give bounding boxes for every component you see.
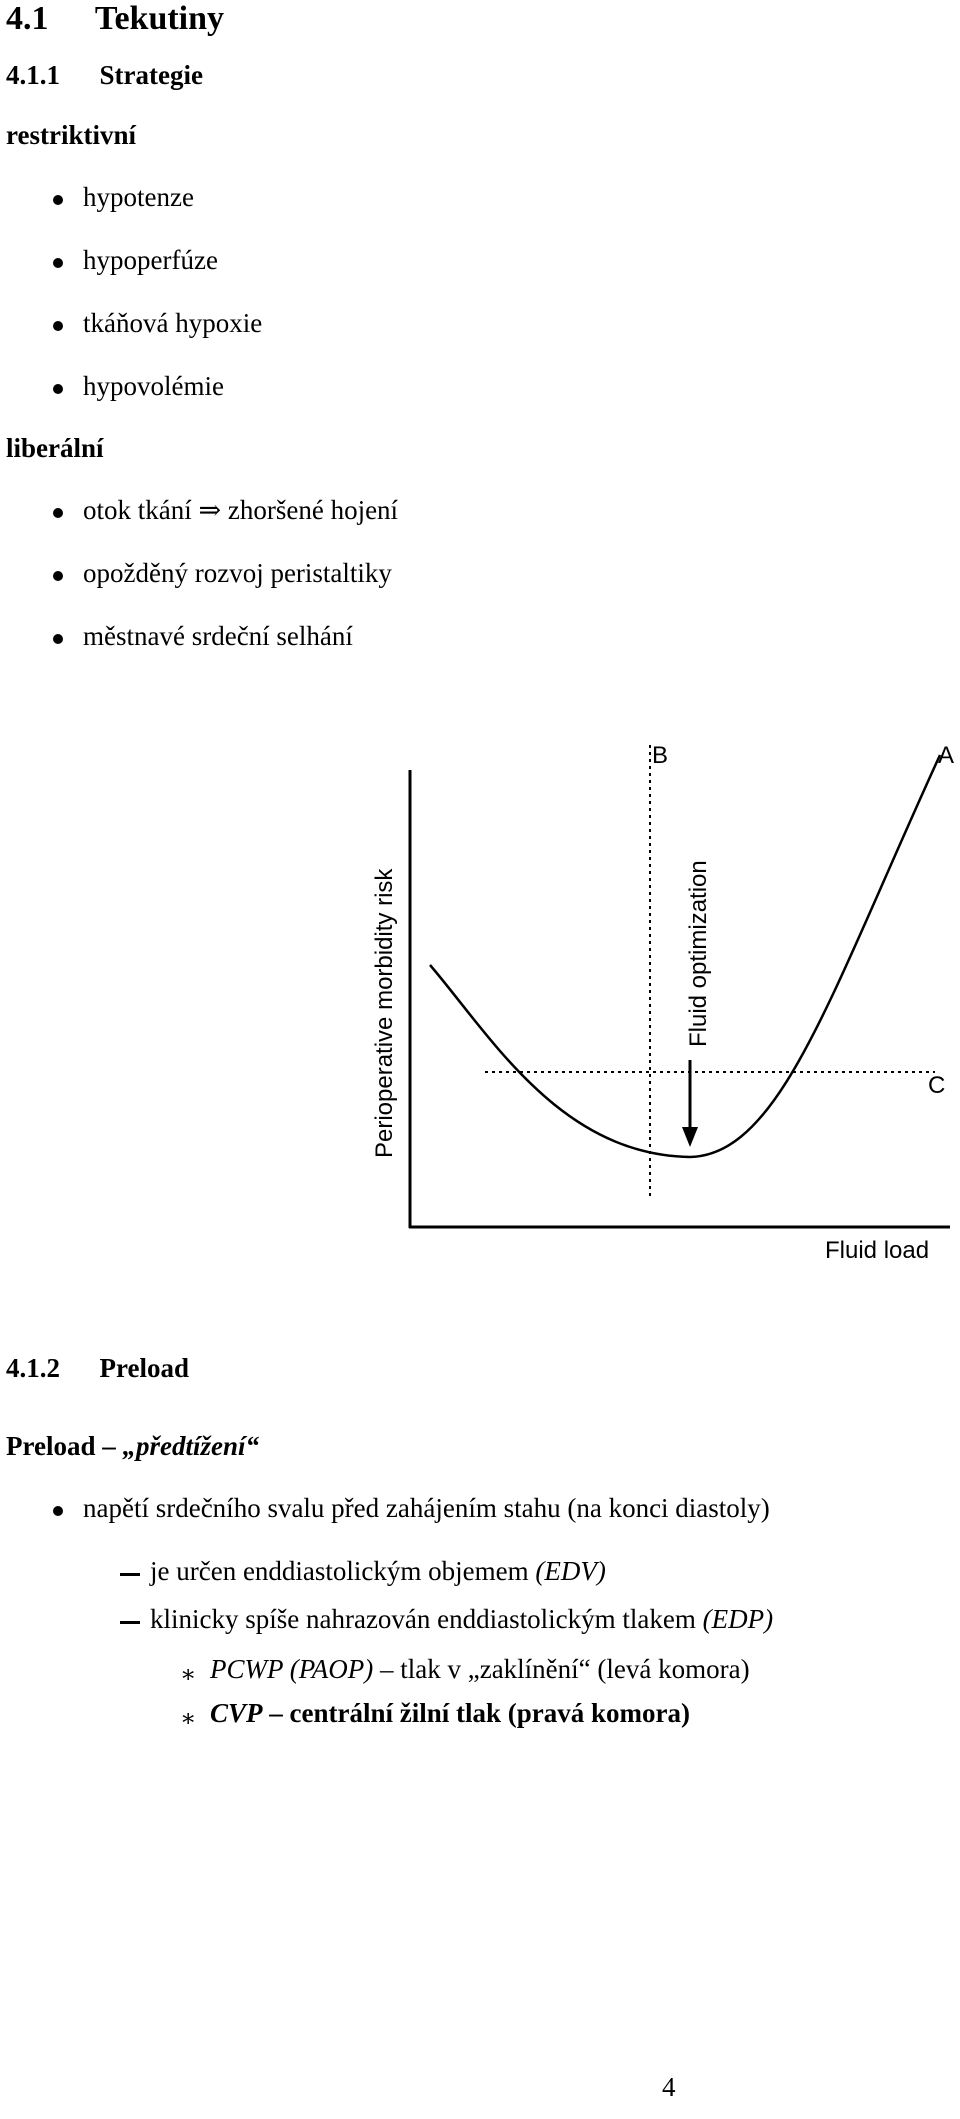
section-title: Tekutiny — [94, 0, 225, 37]
section-heading — [6, 0, 224, 38]
preload-star-item — [210, 1654, 750, 1685]
y-axis-label: Perioperative morbidity risk — [371, 868, 398, 1158]
subsection-number: 4.1.1 — [6, 60, 60, 90]
label-a: A — [938, 742, 955, 769]
preload-translation: „předtížení“ — [122, 1431, 260, 1461]
subitem-text: je určen enddiastolickým objemem — [150, 1556, 536, 1586]
section-number: 4.1 — [6, 0, 49, 37]
preload-dash: – — [95, 1431, 123, 1461]
restrictive-item: hypoperfúze — [83, 245, 218, 275]
label-c: C — [928, 1072, 946, 1099]
restrictive-item: hypovolémie — [83, 371, 224, 401]
arrow-label: Fluid optimization — [685, 860, 712, 1047]
dash-icon — [120, 1573, 140, 1576]
preload-subitem — [150, 1604, 773, 1635]
preload-definition — [6, 1431, 259, 1462]
star-abbr: CVP — [210, 1698, 263, 1728]
preload-term: Preload — [6, 1431, 96, 1461]
subsection-title: Preload — [99, 1353, 189, 1383]
liberal-item: městnavé srdeční selhání — [83, 621, 353, 651]
restrictive-heading: restriktivní — [6, 120, 136, 150]
arrow-head-icon — [682, 1127, 698, 1147]
subitem-abbr: (EDP) — [702, 1604, 774, 1634]
star-abbr: PCWP (PAOP) — [210, 1654, 374, 1684]
subsection-title: Strategie — [99, 60, 203, 90]
asterisk-icon: ∗ — [180, 1662, 197, 1688]
fluid-risk-figure — [360, 735, 960, 1275]
star-text: – tlak v „zaklínění“ (levá komora) — [373, 1654, 750, 1684]
bullet-icon — [53, 384, 63, 394]
subsection-heading-preload — [6, 1353, 189, 1384]
liberal-item-part: otok tkání — [83, 495, 192, 525]
x-axis-label: Fluid load — [825, 1237, 930, 1264]
star-text: – centrální žilní tlak (pravá komora) — [262, 1698, 690, 1728]
bullet-icon — [53, 571, 63, 581]
label-b: B — [652, 742, 669, 769]
restrictive-item: tkáňová hypoxie — [83, 308, 263, 338]
subsection-heading-strategie — [6, 60, 203, 91]
preload-star-item — [210, 1698, 690, 1729]
bullet-icon — [53, 195, 63, 205]
liberal-heading: liberální — [6, 433, 104, 463]
bullet-icon — [53, 634, 63, 644]
liberal-item: opožděný rozvoj peristaltiky — [83, 558, 392, 588]
liberal-item-part: zhoršené hojení — [227, 495, 399, 525]
preload-bullet: napětí srdečního svalu před zahájením stahu (na konci diastoly) — [83, 1493, 770, 1523]
implies-arrow-icon: ⇒ — [198, 495, 222, 525]
subitem-text: klinicky spíše nahrazován enddiastolickým tlakem — [150, 1604, 703, 1634]
liberal-item — [83, 495, 398, 526]
dash-icon — [120, 1621, 140, 1624]
bullet-icon — [53, 321, 63, 331]
subitem-abbr: (EDV) — [535, 1556, 606, 1586]
bullet-icon — [53, 258, 63, 268]
bullet-icon — [53, 508, 63, 518]
page-number: 4 — [662, 2072, 676, 2102]
preload-subitem — [150, 1556, 606, 1587]
asterisk-icon: ∗ — [180, 1706, 197, 1732]
subsection-number: 4.1.2 — [6, 1353, 60, 1383]
bullet-icon — [53, 1506, 63, 1516]
restrictive-item: hypotenze — [83, 182, 194, 212]
